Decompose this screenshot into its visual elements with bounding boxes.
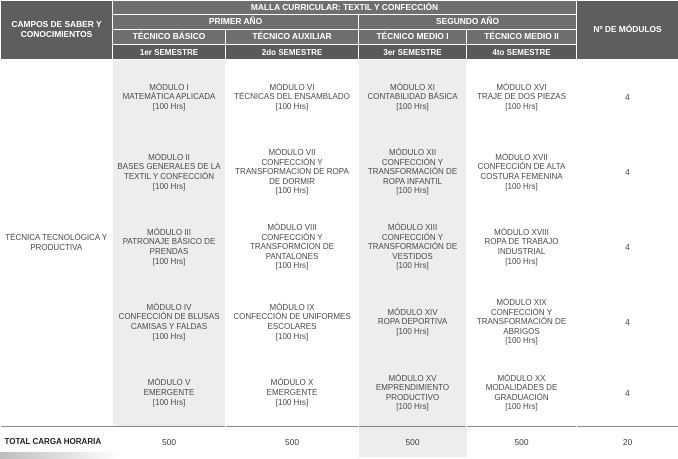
- module-cell: [113, 210, 226, 285]
- module-title: MATEMÁTICA APLICADA: [122, 92, 216, 102]
- module-title: GRADUACIÓN: [494, 392, 549, 402]
- module-cell: [359, 60, 467, 135]
- total-modules: 20: [577, 427, 678, 457]
- module-cell: [113, 135, 226, 210]
- module-cell: [226, 210, 359, 285]
- module-number: MÓDULO XII: [388, 148, 437, 158]
- module-title: CONFECCIÓN Y: [490, 307, 553, 317]
- semester-header: 1er SEMESTRE: [113, 45, 226, 60]
- module-cell: [467, 210, 577, 285]
- module-number: MÓDULO IV: [146, 302, 192, 312]
- module-number: MÓDULO X: [270, 378, 314, 388]
- campo-label: TÉCNICA TECNOLÓGICA Y PRODUCTIVA: [1, 60, 113, 427]
- module-hours: [100 Hrs]: [396, 102, 429, 112]
- module-title: MODALIDADES DE: [485, 383, 558, 393]
- module-number: MÓDULO XIX: [496, 298, 547, 308]
- total-value: 500: [226, 427, 359, 457]
- module-cell: [359, 285, 467, 360]
- module-title: PRODUCTIVO: [385, 392, 440, 402]
- malla-header: MALLA CURRICULAR: TEXTIL Y CONFECCIÓN: [113, 1, 577, 15]
- module-title: BASES GENERALES DE LA: [117, 162, 221, 172]
- module-number: MÓDULO VI: [269, 82, 315, 92]
- module-title: TRANSFORMCION DE: [250, 242, 334, 252]
- module-hours: [100 Hrs]: [505, 181, 538, 191]
- module-cell: [226, 285, 359, 360]
- module-number: MÓDULO XV: [388, 373, 437, 383]
- module-title: CONTABILIDAD BÁSICA: [367, 92, 458, 102]
- module-cell: [113, 360, 226, 427]
- module-number: MÓDULO VIII: [267, 223, 317, 233]
- module-cell: [113, 285, 226, 360]
- module-cell: [226, 360, 359, 427]
- total-value: 500: [359, 427, 467, 457]
- module-hours: [100 Hrs]: [152, 331, 186, 341]
- module-title: PANTALONES: [265, 251, 319, 261]
- module-number: MÓDULO XVII: [495, 152, 548, 162]
- module-title: CONFECCIÓN Y: [381, 157, 444, 167]
- module-title: ROPA DEPORTIVA: [377, 317, 448, 327]
- module-hours: [100 Hrs]: [396, 261, 429, 271]
- module-title: EMERGENTE: [266, 387, 318, 397]
- module-hours: [100 Hrs]: [275, 397, 309, 407]
- module-hours: [100 Hrs]: [505, 402, 538, 412]
- module-hours: [100 Hrs]: [275, 102, 309, 112]
- module-number: MÓDULO XIII: [387, 223, 438, 233]
- module-hours: [100 Hrs]: [275, 186, 309, 196]
- module-hours: [100 Hrs]: [275, 331, 309, 341]
- module-number: MÓDULO II: [148, 152, 190, 162]
- module-title: ESCOLARES: [267, 322, 317, 331]
- module-title: INDUSTRIAL: [497, 247, 546, 256]
- module-rows: [1, 60, 678, 427]
- module-hours: [100 Hrs]: [505, 102, 538, 112]
- module-count: 4: [577, 60, 678, 135]
- module-cell: [467, 360, 577, 427]
- module-title: ROPA INFANTIL: [383, 176, 442, 186]
- module-cell: [359, 135, 467, 210]
- year-header-2: SEGUNDO AÑO: [359, 15, 577, 30]
- module-number: MÓDULO XVIII: [494, 227, 549, 237]
- total-label: TOTAL CARGA HORARIA: [1, 427, 113, 457]
- module-cell: [226, 135, 359, 210]
- module-number: MÓDULO V: [147, 378, 191, 388]
- module-title: EMPRENDIMIENTO: [375, 383, 450, 393]
- module-title: TÉCNICAS DEL ENSAMBLADO: [234, 92, 350, 102]
- module-title: COSTURA FEMENINA: [480, 172, 563, 181]
- module-hours: [100 Hrs]: [152, 256, 186, 266]
- module-number: MÓDULO XI: [390, 82, 435, 92]
- module-number: MÓDULO VII: [268, 148, 316, 158]
- footer-fade-bar: [0, 452, 120, 459]
- module-count: 4: [577, 285, 678, 360]
- module-cell: [467, 60, 577, 135]
- module-title: TRAJE DE DOS PIEZAS: [477, 92, 566, 102]
- module-title: PRENDAS: [149, 247, 189, 256]
- semester-header: 3er SEMESTRE: [359, 45, 467, 60]
- module-hours: [100 Hrs]: [396, 186, 429, 196]
- module-title: TEXTIL Y CONFECCIÓN: [123, 172, 215, 181]
- module-count: 4: [577, 210, 678, 285]
- level-header: TÉCNICO BÁSICO: [113, 30, 226, 45]
- semester-header: 2do SEMESTRE: [226, 45, 359, 60]
- module-title: EMERGENTE: [143, 387, 195, 397]
- level-header: TÉCNICO AUXILIAR: [226, 30, 359, 45]
- module-cell: [359, 210, 467, 285]
- module-title: CONFECCIÓN Y: [261, 157, 323, 167]
- module-cell: [467, 135, 577, 210]
- semester-header: 4to SEMESTRE: [467, 45, 577, 60]
- campos-header: CAMPOS DE SABER Y CONOCIMIENTOS: [1, 1, 113, 60]
- module-hours: [100 Hrs]: [396, 402, 429, 412]
- module-number: MÓDULO XIV: [387, 307, 438, 317]
- module-title: TRANSFORMACIÓN DE: [367, 167, 458, 177]
- module-cell: [226, 60, 359, 135]
- module-hours: [100 Hrs]: [152, 397, 186, 407]
- total-value: 500: [113, 427, 226, 457]
- module-count: 4: [577, 135, 678, 210]
- module-title: TRANSFORMACIÓN DE: [367, 242, 458, 252]
- module-number: MÓDULO III: [146, 227, 191, 237]
- module-number: MÓDULO XVI: [496, 82, 547, 92]
- year-header-1: PRIMER AÑO: [113, 15, 359, 30]
- module-hours: [100 Hrs]: [152, 102, 186, 112]
- module-title: CONFECCIÓN Y: [261, 232, 323, 242]
- module-title: DE DORMIR: [269, 176, 315, 186]
- module-number: MÓDULO I: [149, 82, 189, 92]
- level-header: TÉCNICO MEDIO II: [467, 30, 577, 45]
- module-title: CONFECCIÓN DE BLUSAS: [118, 312, 220, 322]
- module-title: CAMISAS Y FALDAS: [130, 322, 208, 331]
- module-count: 4: [577, 360, 678, 427]
- module-number: MÓDULO XX: [497, 373, 546, 383]
- module-title: CONFECCIÓN DE UNIFORMES: [233, 312, 351, 322]
- module-title: ABRIGOS: [503, 326, 540, 336]
- module-cell: [359, 360, 467, 427]
- module-cell: [113, 60, 226, 135]
- modulos-header: Nº DE MÓDULOS: [577, 1, 678, 60]
- module-title: PATRONAJE BÁSICO DE: [122, 237, 216, 247]
- module-cell: [467, 285, 577, 360]
- module-title: CONFECCIÓN Y: [381, 232, 444, 242]
- module-title: TRANSFORMACION DE ROPA: [235, 167, 349, 177]
- module-hours: [100 Hrs]: [152, 181, 186, 191]
- total-value: 500: [467, 427, 577, 457]
- module-title: CONFECCIÓN DE ALTA: [477, 162, 566, 172]
- level-header: TÉCNICO MEDIO I: [359, 30, 467, 45]
- module-title: ROPA DE TRABAJO: [484, 237, 559, 247]
- module-row: [1, 60, 678, 135]
- module-title: TRANSFORMACIÓN DE: [476, 317, 567, 327]
- module-hours: [100 Hrs]: [396, 326, 429, 336]
- module-hours: [100 Hrs]: [505, 256, 538, 266]
- module-hours: [100 Hrs]: [505, 336, 538, 346]
- module-number: MÓDULO IX: [269, 302, 315, 312]
- module-title: VESTIDOS: [392, 251, 433, 261]
- module-hours: [100 Hrs]: [275, 261, 309, 271]
